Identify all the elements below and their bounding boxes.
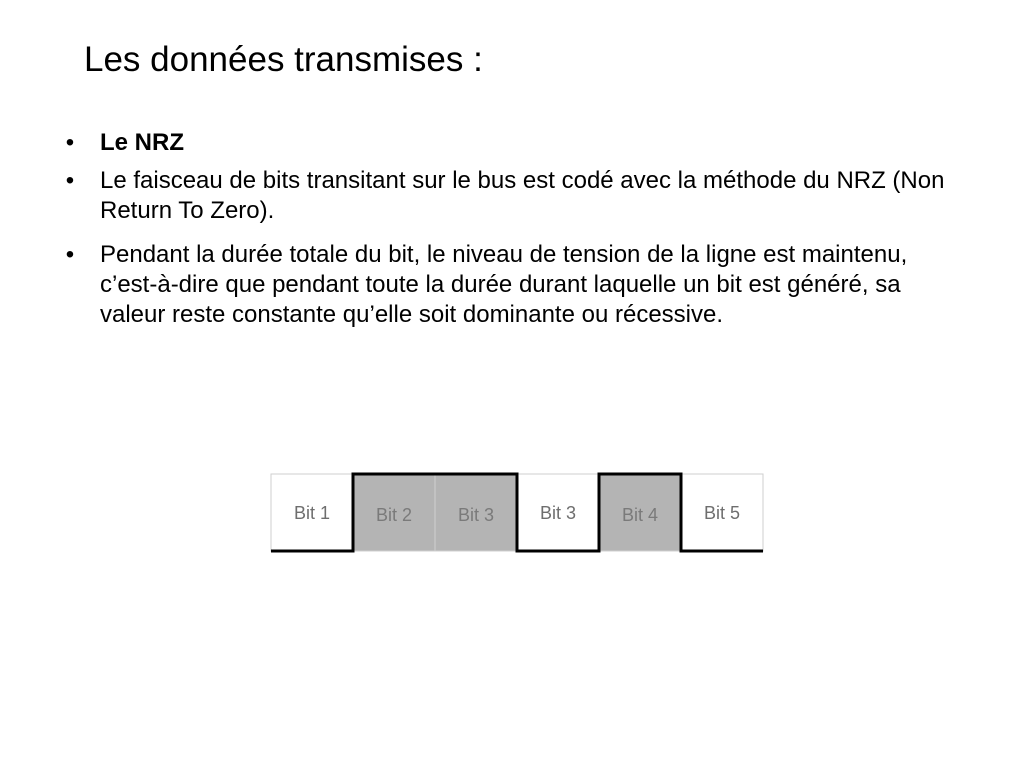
bullet-item-bit-duration [60,240,960,330]
bit-label-2: Bit 2 [375,505,413,525]
nrz-signal-svg [268,470,764,556]
bullet-text: Le faisceau de bits transitant sur le bus est codé avec la méthode du NRZ (Non Return To Zero). [100,167,945,224]
slide-title: Les données transmises : [84,40,483,79]
bullet-dot: • [65,129,75,156]
bullet-item-encoding [60,166,960,226]
bullet-dot: • [65,241,75,268]
bullet-dot: • [65,167,75,194]
bullet-list [60,128,960,344]
bit-label-3: Bit 3 [457,505,495,525]
bullet-text: Le NRZ [100,129,184,156]
bit-label-5: Bit 4 [621,505,659,525]
bit-label-6: Bit 5 [703,503,741,523]
bullet-item-nrz-heading [60,128,960,158]
bullet-text: Pendant la durée totale du bit, le niveau de tension de la ligne est maintenu, c’est-à-dire que pendant toute la durée durant laquelle un bit est généré, sa valeur reste constante qu’elle soit dominante ou récessive. [100,241,908,328]
nrz-bit-diagram [268,470,764,556]
bit-label-4: Bit 3 [539,503,577,523]
bit-label-1: Bit 1 [293,503,331,523]
